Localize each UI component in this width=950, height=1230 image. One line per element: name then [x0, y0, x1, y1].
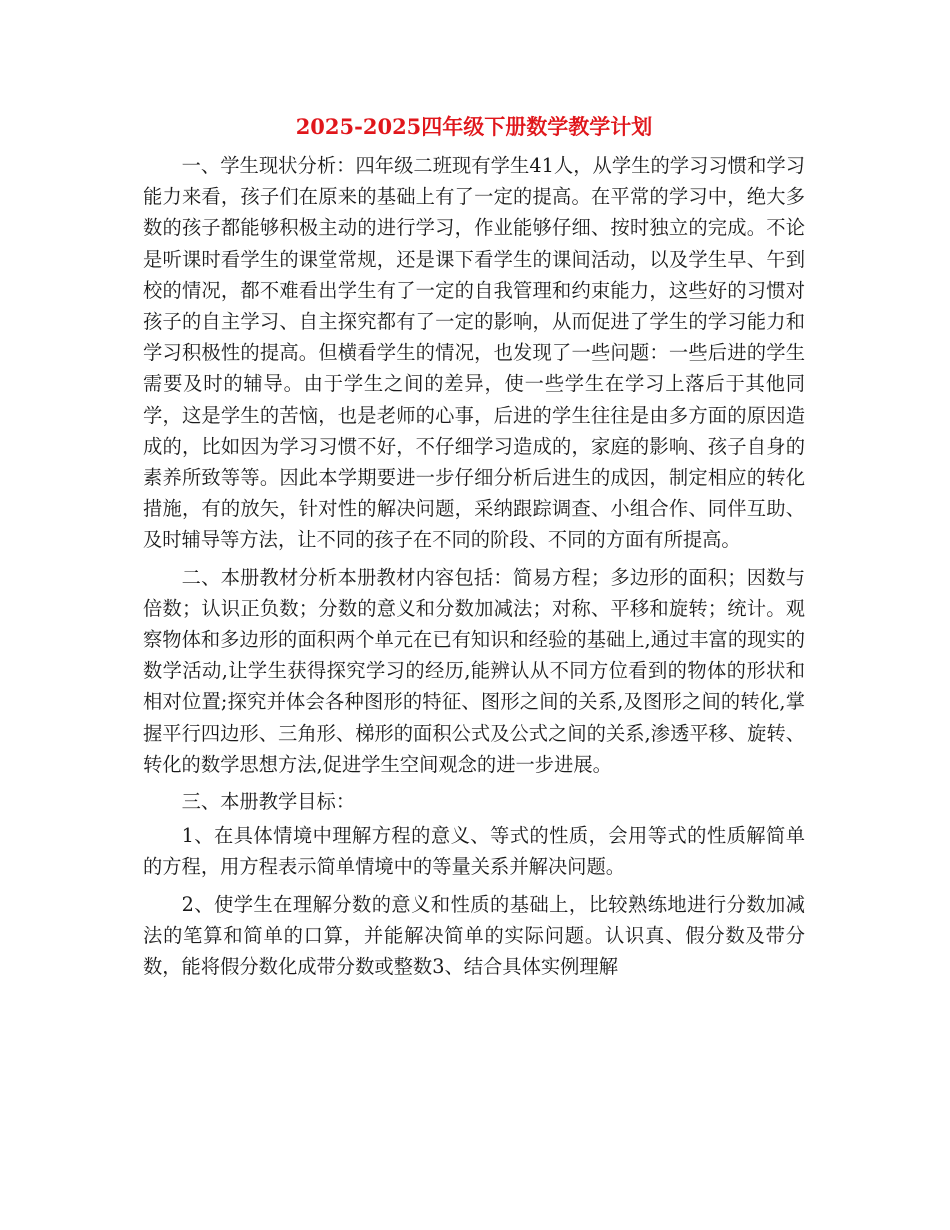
paragraph-teaching-goals-heading: 三、本册教学目标：: [181, 790, 356, 814]
document-title: 2025-2025四年级下册数学教学计划: [295, 114, 653, 139]
paragraph-textbook-analysis: 二、本册教材分析本册教材内容包括：简易方程；多边形的面积；因数与倍数；认识正负数；分数的意义和分数加减法；对称、平移和旋转；统计。观察物体和多边形的面积两个单元在已有知识和经验的基础上,通过丰富的现实的数学活动,让学生获得探究学习的经历,能辨认从不同方位看到的物体的形状和相对位置;探究并体会各种图形的特征、图形之间的关系,及图形之间的转化,掌握平行四边形、三角形、梯形的面积公式及公式之间的关系,渗透平移、旋转、转化的数学思想方法,促进学生空间观念的进一步进展。: [143, 565, 805, 776]
paragraph-student-analysis: 一、学生现状分析：四年级二班现有学生41人，从学生的学习习惯和学习能力来看，孩子们在原来的基础上有了一定的提高。在平常的学习中，绝大多数的孩子都能够积极主动的进行学习，作业能够仔细、按时独立的完成。不论是听课时看学生的课堂常规，还是课下看学生的课间活动，以及学生早、午到校的情况，都不难看出学生有了一定的自我管理和约束能力，这些好的习惯对孩子的自主学习、自主探究都有了一定的影响，从而促进了学生的学习能力和学习积极性的提高。但横看学生的情况，也发现了一些问题：一些后进的学生需要及时的辅导。由于学生之间的差异，使一些学生在学习上落后于其他同学，这是学生的苦恼，也是老师的心事，后进的学生往往是由多方面的原因造成的，比如因为学习习惯不好，不仔细学习造成的，家庭的影响、孩子自身的素养所致等等。因此本学期要进一步仔细分析后进生的成因，制定相应的转化措施，有的放矢，针对性的解决问题，采纳跟踪调查、小组合作、同伴互助、及时辅导等方法，让不同的孩子在不同的阶段、不同的方面有所提高。: [143, 154, 805, 552]
paragraph-goal-1: 1、在具体情境中理解方程的意义、等式的性质，会用等式的性质解简单的方程，用方程表示简单情境中的等量关系并解决问题。: [143, 824, 805, 879]
paragraph-goal-2: 2、使学生在理解分数的意义和性质的基础上，比较熟练地进行分数加减法的笔算和简单的口算，并能解决简单的实际问题。认识真、假分数及带分数，能将假分数化成带分数或整数3、结合具体实例理解: [143, 892, 805, 979]
document-page: [143, 112, 805, 988]
